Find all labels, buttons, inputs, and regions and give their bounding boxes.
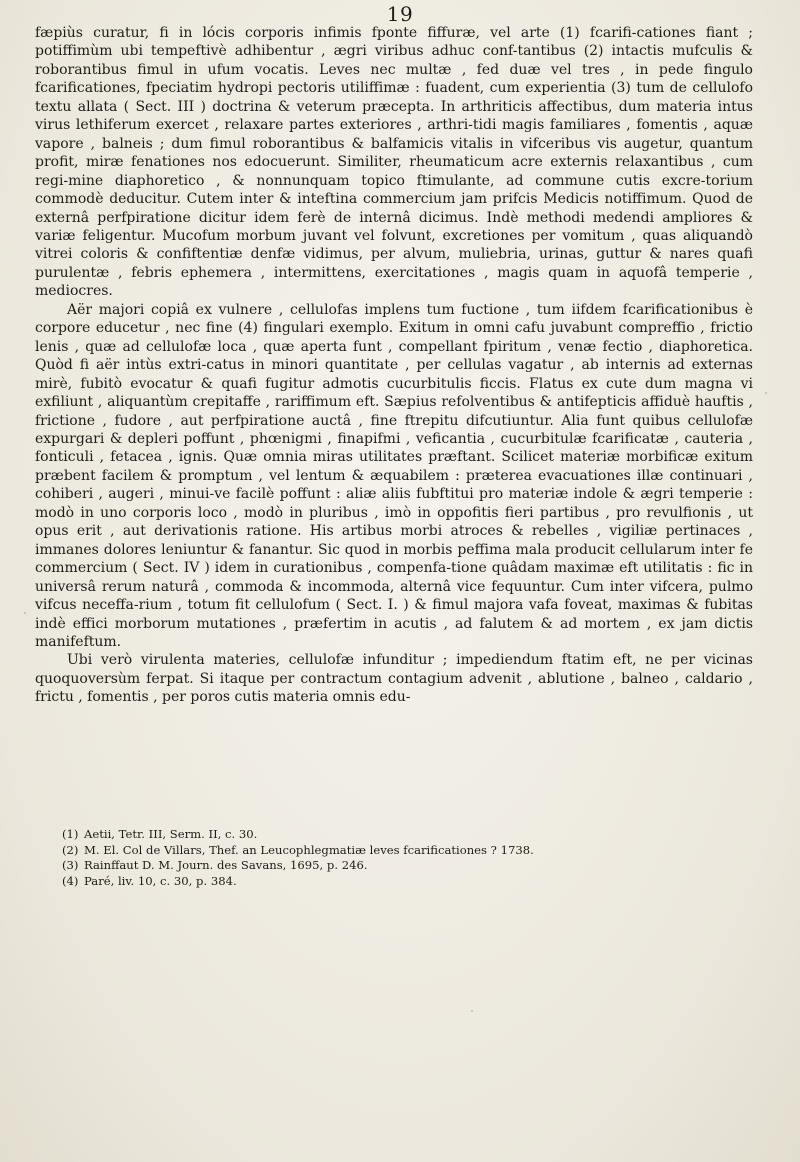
- paragraph-2: Aër majori copiâ ex vulnere , cellulofas implens tum fuctione , tum iifdem fcarificationibus è corpore educetur , nec fine (4) fingulari exemplo. Exitum in omni cafu juvabunt compreffio , frictio lenis , quæ ad cellulofæ loca , quæ aperta funt , compellant fpiritum , venæ fectio , diaphoretica. Quòd fi aër intùs extri-catus in minori quantitate , per cellulas vagatur , ab internis ad externas mirè, fubitò evocatur & quafi fugitur admotis cucurbitulis ficcis. Flatus ex cute dum magna vi exfiliunt , aliquantùm crepitaffe , rariffimum eft. Sæpius refolventibus & antifepticis affiduè hauftis , frictione , fudore , aut perfpiratione auctâ , fine ftrepitu difcutiuntur. Alia funt quibus cellulofæ expurgari & depleri poffunt , phœnigmi , finapifmi , veficantia , cucurbitulæ fcarificatæ , cauteria , fonticuli , fetacea , ignis. Quæ omnia miras utilitates præftant. Scilicet materiæ morbificæ exitum præbent facilem & promptum , vel lentum & æquabilem : præterea evacuationes illæ continuari , cohiberi , augeri , minui-ve facilè poffunt : aliæ aliis fubftitui pro materiæ indole & ægri temperie : modò in uno corporis loco , modò in pluribus , imò in oppofitis fieri partibus , pro revulfionis , ut opus erit , aut derivationis ratione. His artibus morbi atroces & rebelles , vigiliæ pertinaces , immanes dolores leniuntur & fanantur. Sic quod in morbis peffima mala producit cellularum inter fe commercium ( Sect. IV ) idem in curationibus , compenfa-tione quâdam maximæ eft utilitatis : fic in universâ rerum naturâ , commoda & incommoda, alternâ vice fequuntur. Cum inter vifcera, pulmo vifcus neceffa-rium , totum fit cellulofum ( Sect. I. ) & fimul majora vafa foveat, maximas & fubitas indè effici morborum mutationes , præfertim in acutis , ad falutem & ad mortem , ex jam dictis manifeftum.: [35, 301, 753, 650]
- paper-speck: [471, 1010, 473, 1012]
- footnotes: [62, 827, 752, 889]
- footnote-2: [62, 843, 752, 859]
- footnote-text: Aetii, Tetr. III, Serm. II, c. 30.: [84, 827, 258, 841]
- footnote-mark: (3): [62, 858, 79, 873]
- page-number: 19: [386, 2, 414, 26]
- footnote-text: Rainffaut D. M. Journ. des Savans, 1695, p. 246.: [84, 858, 368, 873]
- paper-speck: [24, 612, 26, 614]
- footnote-4: [62, 874, 752, 890]
- paragraph-1: fæpiùs curatur, fi in lócis corporis infimis fponte fiffuræ, vel arte (1) fcarifi-cationes fiant ; potiffimùm ubi tempeftivè adhibentur , ægri viribus adhuc conf-tantibus (2) intactis mufculis & roborantibus fimul in ufum vocatis. Leves nec multæ , fed duæ vel tres , in pede fingulo fcarificationes, fpeciatim hydropi pectoris utiliffimæ : fuadent, cum experientia (3) tum de cellulofo textu allata ( Sect. III ) doctrina & veterum præcepta. In arthriticis affectibus, dum materia intus virus lethiferum exercet , relaxare partes exteriores , arthri-tidi magis familiares , fomentis , aquæ vapore , balneis ; dum fimul roborantibus & balfamicis vitalis in vifceribus vis augetur, quantum profit, miræ fenationes nos edocuerunt. Similiter, rheumaticum acre externis relaxantibus , cum regi-mine diaphoretico , & nonnunquam topico ftimulante, ad commune cutis excre-torium commodè deducitur. Cutem inter & inteftina commercium jam prifcis Medicis notiffimum. Quod de externâ perfpiratione dicitur idem ferè de internâ dicimus. Indè methodi medendi ampliores & variæ feligentur. Mucofum morbum juvant vel folvunt, excretiones per vomitum , quas aliquandò vitrei coloris & confiftentiæ denfæ vidimus, per alvum, muliebria, urinas, guttur & nares quafi purulentæ , febris ephemera , intermittens, exercitationes , magis quam in aquofâ temperie , mediocres.: [35, 25, 753, 300]
- footnote-mark: (1): [62, 827, 79, 841]
- footnote-3: [62, 858, 752, 874]
- paper-speck: [765, 392, 767, 394]
- paragraph-3: Ubi verò virulenta materies, cellulofæ infunditur ; impediendum ftatim eft, ne per vicinas quoquoversùm ferpat. Si itaque per contractum contagium advenit , ablutione , balneo , caldario , frictu , fomentis , per poros cutis materia omnis edu-: [35, 652, 753, 706]
- footnote-1: [62, 827, 752, 843]
- footnote-mark: (4): [62, 873, 79, 888]
- footnote-text: M. El. Col de Villars, Thef. an Leucophlegmatiæ leves fcarificationes ? 1738.: [84, 842, 534, 857]
- body-text: [35, 24, 753, 707]
- footnote-mark: (2): [62, 842, 79, 857]
- footnote-text: Paré, liv. 10, c. 30, p. 384.: [84, 873, 237, 888]
